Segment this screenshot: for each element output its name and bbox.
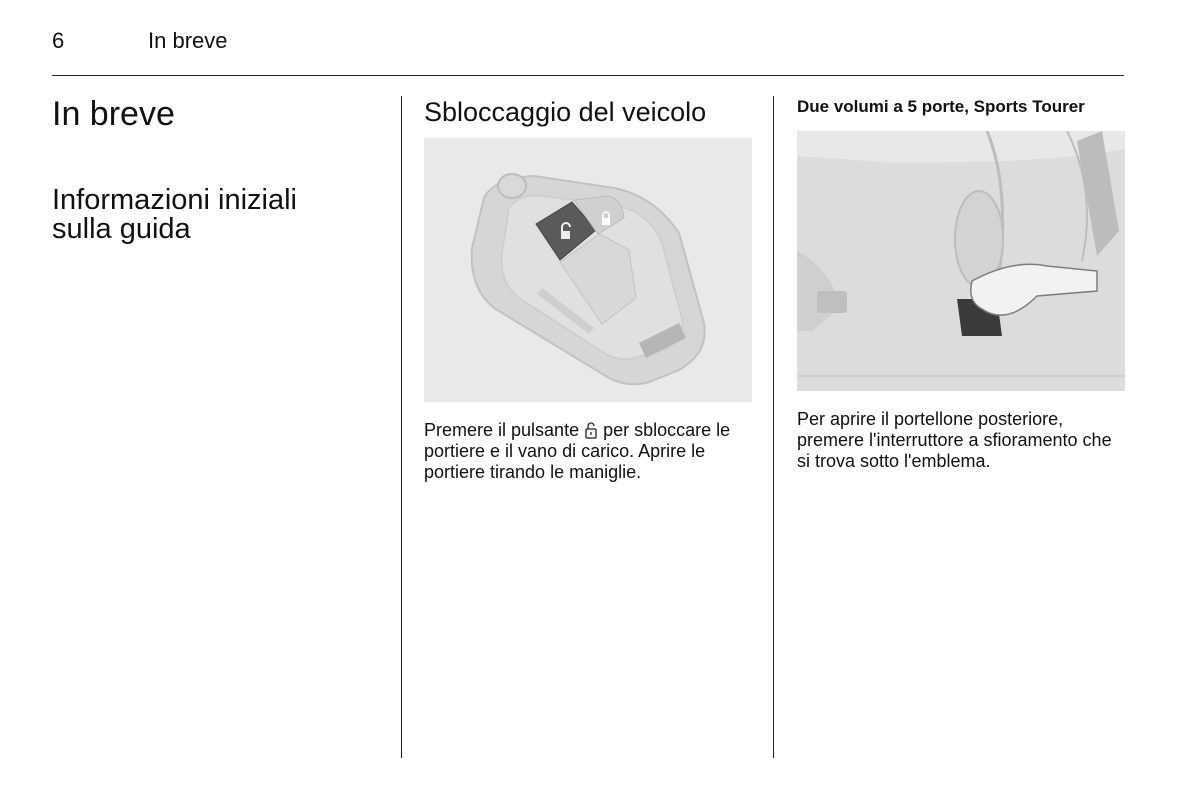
middle-column [424,96,752,482]
chapter-title: In breve [52,95,175,133]
unlock-instructions: Premere il pulsante per sbloccare le portiere e il vano di carico. Aprire le portiere tirando le maniglie. [424,420,731,482]
section-title: Informazioni iniziali sulla guida [52,184,297,245]
key-fob-illustration [424,138,752,402]
page-number: 6 [52,28,65,53]
left-column [52,95,382,245]
tailgate-instructions: Per aprire il portellone posteriore, premere l'interruttore a sfioramento che si trova sotto l'emblema. [797,409,1112,471]
column-divider-2 [773,96,774,758]
unlock-icon [584,421,598,439]
model-heading: Due volumi a 5 porte, Sports Tourer [797,97,1085,116]
right-column [797,96,1125,471]
column-divider-1 [401,96,402,758]
running-title: In breve [148,28,228,53]
tailgate-illustration [797,131,1125,391]
header-rule [52,75,1124,76]
unlock-heading: Sbloccaggio del veicolo [424,97,707,127]
